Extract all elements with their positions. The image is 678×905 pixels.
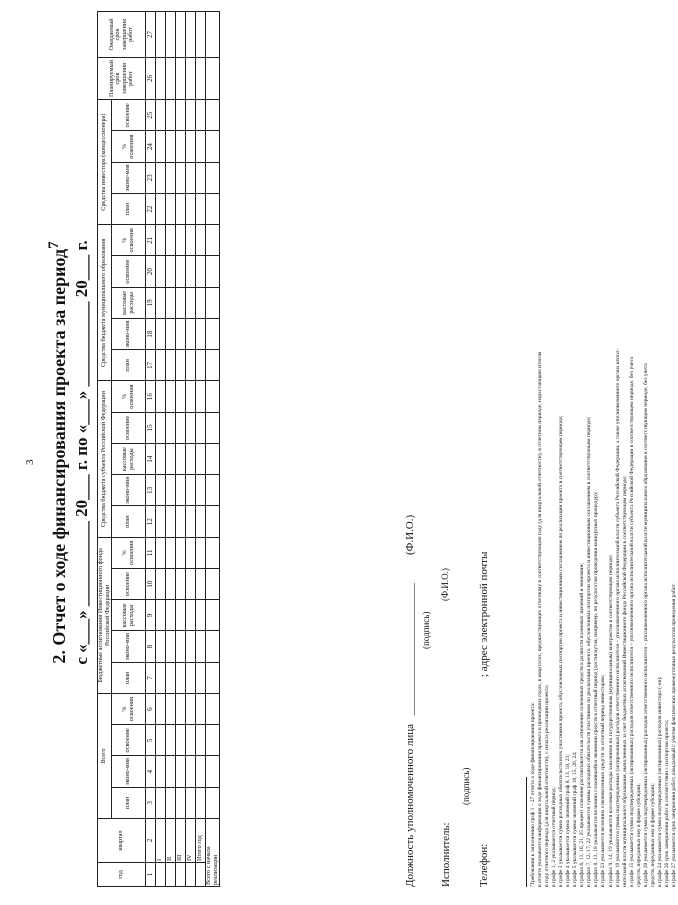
table-cell [176, 225, 186, 256]
table-cell [196, 12, 206, 58]
table-cell [176, 475, 186, 506]
table-cell [176, 58, 186, 100]
footnote-line: в графе 1, 2 указывается отчетный период; [551, 787, 558, 887]
table-cell [206, 287, 220, 318]
table-cell [166, 662, 176, 693]
table-cell [176, 12, 186, 58]
table-cell [156, 569, 166, 600]
table-cell [206, 444, 220, 475]
official-line: ________________________ [404, 583, 416, 715]
footnote-line: в графе 20 указывается сумма подтвержденных (актированных) расходов ответственного исполнителя – уполномоченного органа исполнительной власти муниципального образования в соответствующем периоде, без учета [642, 363, 649, 887]
table-cell [166, 631, 176, 662]
table-cell [156, 100, 166, 132]
table-cell [186, 537, 196, 568]
footnote-line: ⁷Требования к заполнению граф 1 – 27 отчета о ходе финансирования проекта: [530, 702, 536, 887]
official-label: Должность уполномоченного лица [404, 724, 416, 887]
col-number: 14 [146, 444, 156, 475]
email-label: ; адрес электронной почты [478, 551, 490, 677]
hdr-expected-date: Ожидаемый срок завершения работ [98, 12, 146, 58]
table-cell [196, 256, 206, 287]
table-cell [206, 131, 220, 162]
table-cell [166, 725, 176, 756]
table-cell [156, 131, 166, 162]
footnote-line: в графе 5 указывается сумма значений граф 10, 15, 20, 24; [572, 751, 579, 887]
col-number: 17 [146, 350, 156, 381]
footnote-line: в году отчетного периода (для квартальной отчетности), с начала реализации проекта; [544, 684, 551, 887]
table-cell [206, 194, 220, 225]
footnote-line: в графе 23 указывается величина сэкономленных средств за отчетный период инвестором; [600, 674, 607, 887]
table-cell [186, 350, 196, 381]
sub-osvo: освоение [112, 412, 146, 443]
table-cell [186, 694, 196, 725]
table-cell [156, 350, 166, 381]
table-cell [166, 600, 176, 631]
table-cell [196, 100, 206, 132]
col-number: 4 [146, 756, 156, 787]
table-cell [206, 537, 220, 568]
col-number: 8 [146, 631, 156, 662]
table-row [176, 12, 186, 887]
sub-plan: план [112, 506, 146, 537]
table-cell [176, 287, 186, 318]
col-number: 9 [146, 600, 156, 631]
footnote-line: в отчете указывается информация о ходе финансирования проекта в прошедших годах, в кварталах, предшествующих отчетному в соответствующем году (для квартальной отчетности), в отчетном периоде, нарастающим итогом [537, 351, 544, 887]
table-cell [196, 725, 206, 756]
col-number: 19 [146, 287, 156, 318]
table-cell [176, 506, 186, 537]
table-cell [166, 569, 176, 600]
table-cell [176, 787, 186, 818]
table-cell: II [166, 819, 176, 863]
footnote-line: в графах 6, 11, 16, 21, 25 процент освоения рассчитывается как отношение освоенных средств к разности плановых значений и экономии; [579, 563, 586, 887]
table-cell [186, 444, 196, 475]
table-cell [166, 131, 176, 162]
table-cell [206, 569, 220, 600]
financing-table [97, 11, 220, 887]
table-cell [156, 12, 166, 58]
footnote-line: в графе 24 указывается сумма подтвержденных (актированных) расходов инвестора (-ов); [656, 676, 663, 887]
table-cell [166, 506, 176, 537]
table-cell [176, 444, 186, 475]
table-cell [186, 631, 196, 662]
table-cell [166, 475, 176, 506]
table-cell [176, 412, 186, 443]
footnote-line: в графе 10 указываются суммы подтвержденных (актированных) расходов ответственного исполнителя – уполномоченного органа исполнительной власти субъекта Российской Федерации, а также уполномоченного органа испол- [614, 348, 621, 887]
table-cell [196, 756, 206, 787]
table-cell [186, 381, 196, 412]
table-cell [196, 600, 206, 631]
table-cell [196, 287, 206, 318]
table-cell [156, 662, 166, 693]
table-cell [186, 100, 196, 132]
table-cell [156, 256, 166, 287]
sub-pct: % освоения [112, 694, 146, 725]
table-cell [176, 162, 186, 193]
footnote-line: в графе 15 указывается сумма подтвержденных (актированных) расходов ответственного исполнителя – уполномоченного органа исполнительной власти субъекта Российской Федерации в соответствующем периоде, без учета [628, 356, 635, 887]
table-cell [156, 537, 166, 568]
table-cell [186, 506, 196, 537]
table-cell [196, 569, 206, 600]
table-cell [186, 194, 196, 225]
table-cell [196, 412, 206, 443]
table-cell [166, 58, 176, 100]
table-cell [186, 756, 196, 787]
table-cell [156, 162, 166, 193]
hdr-fed: Бюджетные ассигнования Инвестиционного фонда Российской Федерации [98, 537, 112, 693]
table-cell [196, 444, 206, 475]
table-row-total [206, 12, 220, 887]
table-cell [196, 381, 206, 412]
table-cell [206, 12, 220, 58]
official-fio: (Ф.И.О.) [404, 514, 416, 555]
table-cell [176, 131, 186, 162]
table-cell [186, 287, 196, 318]
table-cell [156, 225, 166, 256]
table-cell [196, 58, 206, 100]
column-numbers-row [146, 12, 156, 887]
footnote-line: в графе 3 указывается сумма расходных обязательств всех участников проекта, обусловленных паспортом проекта и инвестиционным соглашением по реализации проекта в соответствующем периоде; [558, 415, 565, 887]
hdr-mun: Средства бюджета муниципального образования [98, 225, 112, 381]
sub-pct: % освоения [112, 537, 146, 568]
table-row [166, 12, 176, 887]
table-cell [156, 319, 166, 350]
total-label: Всего с начала реализации [206, 819, 220, 887]
table-cell [166, 350, 176, 381]
sub-osvo: освоение [112, 256, 146, 287]
sub-cash: кассовые расходы [112, 287, 146, 318]
table-cell [196, 350, 206, 381]
col-number: 24 [146, 131, 156, 162]
table-cell [196, 225, 206, 256]
sub-plan: план [112, 787, 146, 818]
table-cell [186, 600, 196, 631]
table-cell [196, 787, 206, 818]
table-cell [176, 725, 186, 756]
sub-pct: % освоения [112, 225, 146, 256]
col-number: 16 [146, 381, 156, 412]
col-number: 11 [146, 537, 156, 568]
table-cell [176, 381, 186, 412]
sub-osvo: освоение [112, 100, 146, 132]
table-cell [156, 58, 166, 100]
col-number: 23 [146, 162, 156, 193]
table-cell [186, 569, 196, 600]
table-cell [166, 256, 176, 287]
table-cell [186, 12, 196, 58]
table-cell [156, 631, 166, 662]
table-cell [186, 725, 196, 756]
table-cell [206, 381, 220, 412]
table-cell [206, 662, 220, 693]
table-cell: III [176, 819, 186, 863]
table-cell [156, 600, 166, 631]
phone-label: Телефон: [478, 843, 490, 887]
table-cell [186, 475, 196, 506]
table-cell [166, 694, 176, 725]
hdr-planned-date: Планируемый срок завершения работ [98, 58, 146, 100]
page-number: 3 [24, 459, 36, 465]
hdr-reg: Средства бюджета субъекта Российской Федерации [98, 381, 112, 537]
executor-label: Исполнитель: [440, 822, 452, 887]
col-number: 18 [146, 319, 156, 350]
table-cell [206, 319, 220, 350]
table-cell [206, 725, 220, 756]
table-cell [166, 863, 176, 887]
table-row [156, 12, 166, 887]
col-number: 20 [146, 256, 156, 287]
footnote-mark: 7 [46, 241, 62, 249]
col-number: 3 [146, 787, 156, 818]
footnotes [530, 7, 678, 887]
table-cell [176, 631, 186, 662]
sub-econ: эконо-мия [112, 475, 146, 506]
table-cell [196, 863, 206, 887]
report-title [46, 0, 70, 905]
table-cell [156, 756, 166, 787]
table-cell [196, 506, 206, 537]
table-cell [166, 537, 176, 568]
official-sign-caption: (подпись) [421, 611, 431, 649]
table-cell [166, 12, 176, 58]
footnote-line: в графах 7, 12, 17, 22 указываются суммы расходных обязательств участников по реализации проекта, обусловленных паспортом проекта и инвестиционным соглашением в соответствующем периоде; [586, 416, 593, 887]
col-number: 6 [146, 694, 156, 725]
sub-plan: план [112, 662, 146, 693]
col-number: 22 [146, 194, 156, 225]
table-cell [176, 350, 186, 381]
table-cell [166, 444, 176, 475]
table-cell [186, 131, 196, 162]
footnote-line: в графах 8, 13, 18 указывается величина сложившейся экономии средств в отчетный период (достигнутая, например, по результатам проведения конкурсных процедур); [593, 491, 600, 887]
table-cell [206, 756, 220, 787]
col-number: 12 [146, 506, 156, 537]
sub-pct: % освоения [112, 131, 146, 162]
sub-econ: эконо-мия [112, 631, 146, 662]
footnote-line: в графе 4 указывается сумма значений граф 8, 13, 18, 23; [565, 754, 572, 887]
table-cell [186, 412, 196, 443]
footnote-line: в графе 26 срок завершения работ в соответствии с паспортом проекта; [663, 719, 670, 887]
table-cell: I [156, 819, 166, 863]
table-cell [206, 506, 220, 537]
executor-sign-caption: (подпись) [461, 767, 471, 805]
table-cell [166, 319, 176, 350]
table-cell [206, 225, 220, 256]
footnote-line: в графе 27 указывается срок завершения работ, ожидаемый с учетом фактических промежуточных результатов проведения работ. [670, 583, 677, 887]
sub-cash: кассовые расходы [112, 600, 146, 631]
table-cell [176, 569, 186, 600]
table-cell [196, 194, 206, 225]
sub-econ: эконо-мия [112, 319, 146, 350]
footnote-line: в графах 9, 14, 19 указываются кассовые расходы заказчиков по государственным (муниципальным) контрактам в соответствующем периоде; [607, 554, 614, 887]
col-number: 7 [146, 662, 156, 693]
table-cell [196, 631, 206, 662]
col-number: 15 [146, 412, 156, 443]
table-cell [166, 381, 176, 412]
table-cell: IV [186, 819, 196, 863]
table-cell [186, 662, 196, 693]
table-row [196, 12, 206, 887]
table-cell [166, 787, 176, 818]
sub-cash: кассовые расходы [112, 444, 146, 475]
table-cell [166, 412, 176, 443]
table-cell [166, 225, 176, 256]
report-period: с «___» __________ 20___ г. по «___» __________ 20___ г. [72, 240, 91, 665]
sub-pct: % освоения [112, 381, 146, 412]
report-title-text: 2. Отчет о ходе финансирования проекта за период [49, 248, 69, 664]
sub-osvo: освоение [112, 725, 146, 756]
col-number: 1 [146, 863, 156, 887]
table-cell [176, 863, 186, 887]
table-cell [196, 475, 206, 506]
table-cell [206, 694, 220, 725]
table-cell [156, 787, 166, 818]
footnote-line: средств, переданных ему в форме субсидии; [635, 783, 642, 887]
sub-plan: план [112, 194, 146, 225]
table-cell [156, 725, 166, 756]
table-cell [166, 100, 176, 132]
hdr-total: Всего [98, 694, 112, 819]
table-cell [206, 787, 220, 818]
table-cell [206, 58, 220, 100]
table-cell [176, 756, 186, 787]
sub-plan: план [112, 350, 146, 381]
col-number: 26 [146, 58, 156, 100]
footnote-line: нительной власти муниципального образования, выполненных за счет бюджетных ассигнований Инвестиционного фонда Российской Федерации в соответствующем периоде; [621, 475, 628, 887]
table-cell [186, 225, 196, 256]
table-cell [206, 475, 220, 506]
table-cell [206, 600, 220, 631]
table-cell [206, 631, 220, 662]
sub-econ: эконо-мия [112, 756, 146, 787]
table-row [186, 12, 196, 887]
table-cell [176, 662, 186, 693]
executor-fio: (Ф.И.О.) [440, 568, 450, 601]
table-cell [166, 756, 176, 787]
sub-osvo: освоение [112, 569, 146, 600]
table-cell [176, 537, 186, 568]
table-cell [156, 863, 166, 887]
col-number: 27 [146, 12, 156, 58]
hdr-year: год [98, 863, 146, 887]
table-cell [176, 600, 186, 631]
table-cell [156, 194, 166, 225]
table-cell [196, 537, 206, 568]
table-cell [156, 444, 166, 475]
table-cell [166, 287, 176, 318]
table-cell [196, 131, 206, 162]
table-cell [206, 412, 220, 443]
table-cell [156, 412, 166, 443]
table-cell [156, 475, 166, 506]
table-cell [156, 287, 166, 318]
col-number: 25 [146, 100, 156, 132]
col-number: 2 [146, 819, 156, 863]
table-cell [166, 162, 176, 193]
table-cell [156, 694, 166, 725]
table-cell [186, 863, 196, 887]
table-cell [186, 319, 196, 350]
table-cell [196, 162, 206, 193]
table-cell [186, 787, 196, 818]
table-cell [176, 194, 186, 225]
table-cell [206, 162, 220, 193]
table-cell [176, 319, 186, 350]
table-cell: Итого год [196, 819, 206, 863]
footnote-divider [526, 777, 527, 887]
footnote-line: средств, переданных ему в форме субсидии; [649, 783, 656, 887]
sub-econ: эконо-мия [112, 162, 146, 193]
table-cell [156, 506, 166, 537]
table-cell [206, 100, 220, 132]
col-number: 21 [146, 225, 156, 256]
hdr-inv: Средства инвестора (концессионера) [98, 100, 112, 225]
col-number: 10 [146, 569, 156, 600]
table-cell [206, 350, 220, 381]
table-cell [166, 194, 176, 225]
hdr-quarter: квартал [98, 819, 146, 863]
table-cell [196, 694, 206, 725]
table-cell [206, 256, 220, 287]
col-number: 5 [146, 725, 156, 756]
table-cell [156, 381, 166, 412]
table-cell [176, 100, 186, 132]
table-cell [176, 694, 186, 725]
table-cell [176, 256, 186, 287]
table-cell [196, 319, 206, 350]
table-cell [186, 58, 196, 100]
table-cell [186, 256, 196, 287]
table-cell [186, 162, 196, 193]
table-cell [196, 662, 206, 693]
col-number: 13 [146, 475, 156, 506]
